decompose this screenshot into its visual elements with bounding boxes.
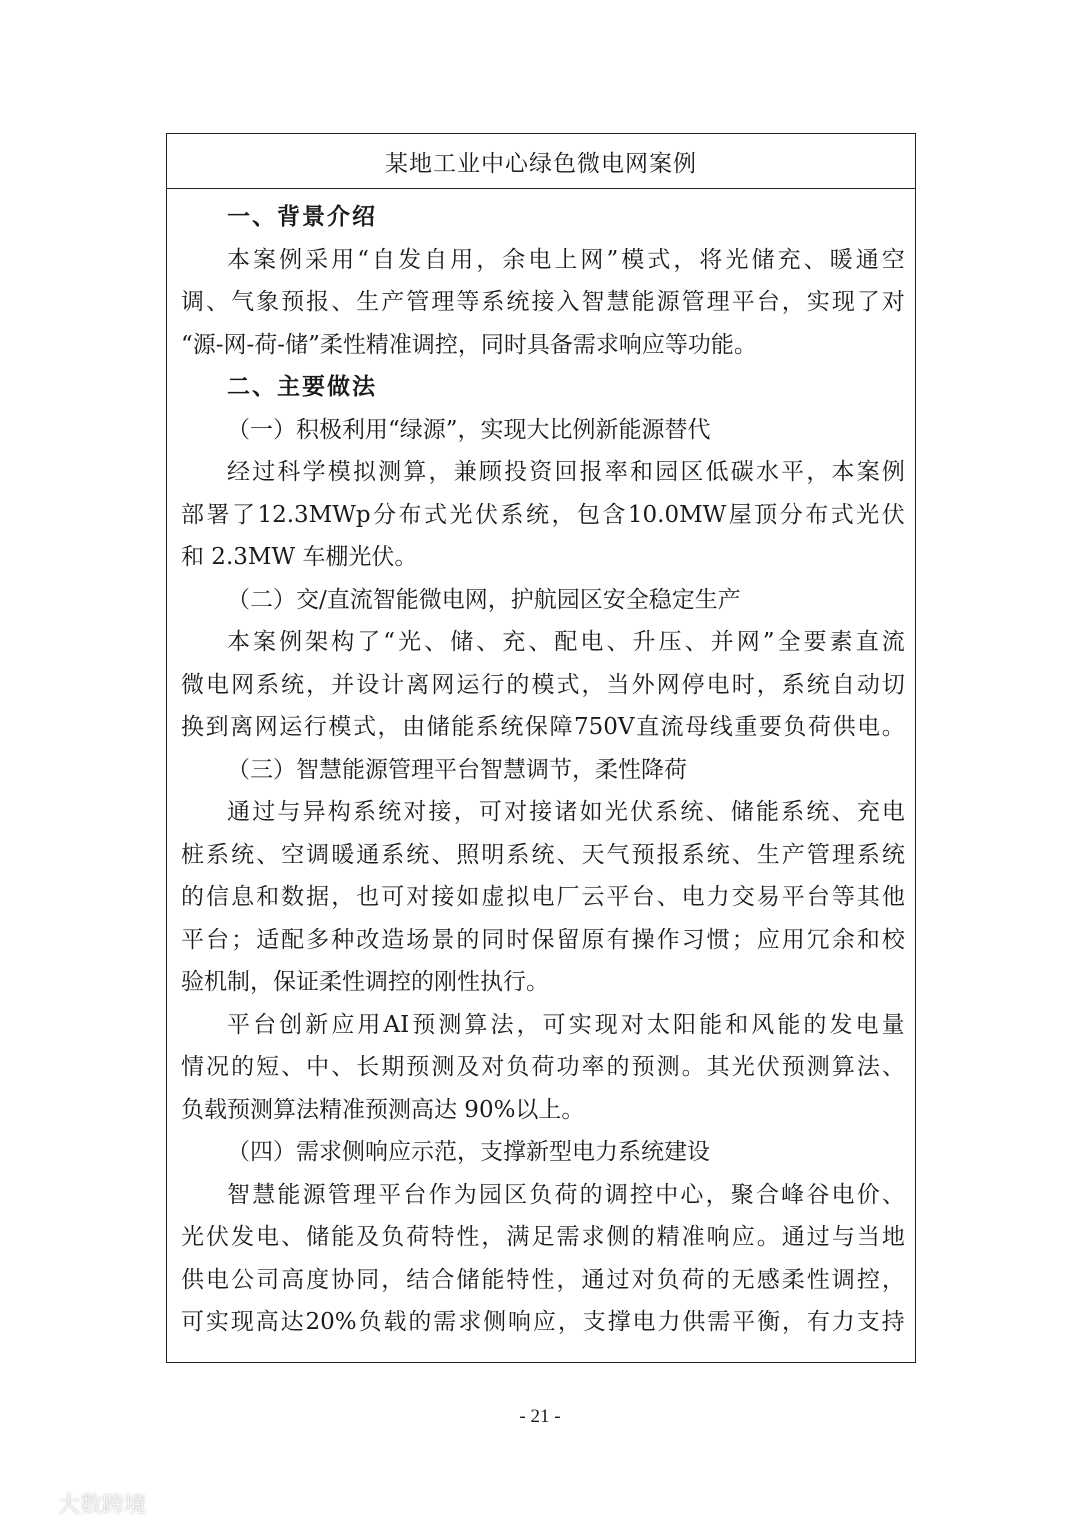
body-text-line: 本 案 例 采 用 “ 自 发 自 用 ， 余 电 上 网 ” 模 式 ， 将 光 储 充 、 暖 通 空 <box>227 246 905 273</box>
body-text-line: 经 过 科 学 模 拟 测 算 ， 兼 顾 投 资 回 报 率 和 园 区 低 碳 水 平 ， 本 案 例 <box>227 459 905 485</box>
body-text-line: 本 案 例 架 构 了 “ 光 、 储 、 充 、 配 电 、 升 压 、 并 网 ” 全 要 素 直 流 <box>227 629 905 655</box>
body-text-line: 平 台 ； 适 配 多 种 改 造 场 景 的 同 时 保 留 原 有 操 作 习 惯 ； 应 用 冗 余 和 校 <box>181 926 905 953</box>
body-text-line: 的 信 息 和 数 据 ， 也 可 对 接 如 虚 拟 电 厂 云 平 台 、 电 力 交 易 平 台 等 其 他 <box>181 884 905 910</box>
subsection-heading: （一）积极利用“绿源”，实现大比例新能源替代 <box>227 416 711 443</box>
body-text-line: 验机制，保证柔性调控的刚性执行。 <box>181 969 549 995</box>
body-text-line: “源-网-荷-储”柔性精准调控，同时具备需求响应等功能。 <box>181 331 757 358</box>
body-text-line: 光 伏 发 电 、 储 能 及 负 荷 特 性 ， 满 足 需 求 侧 的 精 准 响 应 。 通 过 与 当 地 <box>181 1224 905 1250</box>
page-number: - 21 - <box>519 1406 561 1427</box>
body-text-line: 平 台 创 新 应 用 AI 预 测 算 法 ， 可 实 现 对 太 阳 能 和 风 能 的 发 电 量 <box>227 1011 905 1038</box>
chat-bubble-logo-icon <box>12 1491 52 1517</box>
watermark <box>12 1488 146 1519</box>
subsection-heading: （四）需求侧响应示范，支撑新型电力系统建设 <box>227 1139 710 1165</box>
body-text-line: 通 过 与 异 构 系 统 对 接 ， 可 对 接 诸 如 光 伏 系 统 、 储 能 系 统 、 充 电 <box>227 799 905 825</box>
body-text-line: 桩 系 统 、 空 调 暖 通 系 统 、 照 明 系 统 、 天 气 预 报 系 统 、 生 产 管 理 系 统 <box>181 841 905 868</box>
body-text-line: 和 2.3MW 车棚光伏。 <box>181 544 418 570</box>
section-heading: 一、背景介绍 <box>227 204 377 230</box>
body-text-line: 微 电 网 系 统 ， 并 设 计 离 网 运 行 的 模 式 ， 当 外 网 停 电 时 ， 系 统 自 动 切 <box>181 671 905 698</box>
body-text-line: 调 、 气 象 预 报 、 生 产 管 理 等 系 统 接 入 智 慧 能 源 管 理 平 台 ， 实 现 了 对 <box>181 289 905 315</box>
body-text-line: 情 况 的 短 、 中 、 长 期 预 测 及 对 负 荷 功 率 的 预 测 。 其 光 伏 预 测 算 法 、 <box>181 1054 905 1080</box>
body-text-line: 供 电 公 司 高 度 协 同 ， 结 合 储 能 特 性 ， 通 过 对 负 荷 的 无 感 柔 性 调 控 ， <box>181 1266 905 1293</box>
subsection-heading: （二）交/直流智能微电网，护航园区安全稳定生产 <box>227 586 741 613</box>
case-title: 某地工业中心绿色微电网案例 <box>167 134 915 189</box>
body-text-line: 可 实 现 高 达 20% 负 载 的 需 求 侧 响 应 ， 支 撑 电 力 供 需 平 衡 ， 有 力 支 持 <box>181 1309 905 1335</box>
body-text-line: 负载预测算法精准预测高达 90%以上。 <box>181 1096 585 1123</box>
body-text-line: 智 慧 能 源 管 理 平 台 作 为 园 区 负 荷 的 调 控 中 心 ， 聚 合 峰 谷 电 价 、 <box>227 1181 905 1208</box>
section-heading: 二、主要做法 <box>227 374 377 400</box>
case-body <box>181 196 905 1344</box>
body-text-line: 换 到 离 网 运 行 模 式 ， 由 储 能 系 统 保 障 750V 直 流 母 线 重 要 负 荷 供 电 。 <box>181 714 905 740</box>
body-text-line: 部 署 了 12.3MWp 分 布 式 光 伏 系 统 ， 包 含 10.0MW 屋 顶 分 布 式 光 伏 <box>181 501 905 528</box>
watermark-text: 大数跨境 <box>58 1493 147 1518</box>
subsection-heading: （三）智慧能源管理平台智慧调节，柔性降荷 <box>227 756 687 783</box>
case-study-frame <box>166 133 916 1363</box>
